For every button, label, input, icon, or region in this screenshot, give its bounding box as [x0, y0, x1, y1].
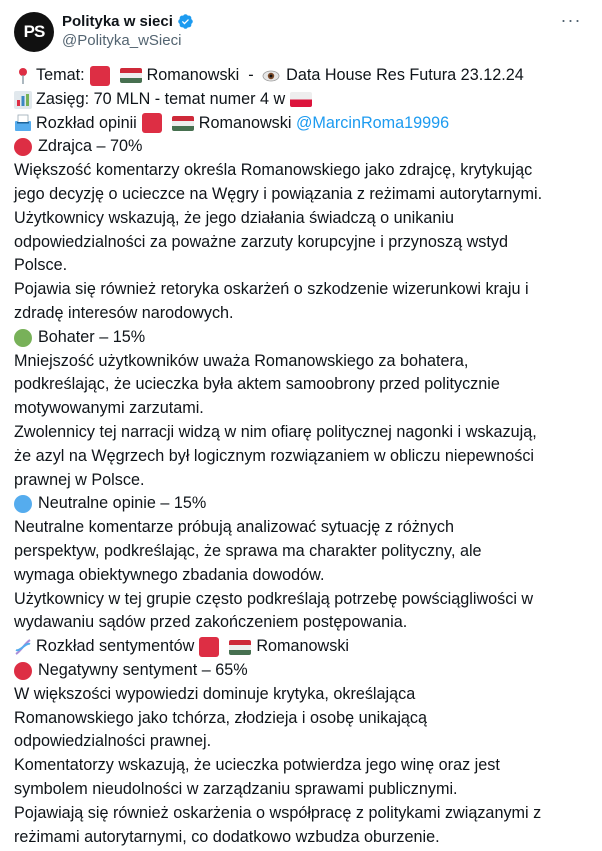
- hero-line: prawnej w Polsce.: [14, 470, 145, 489]
- sentiment-label: Rozkład sentymentów: [36, 637, 195, 656]
- bar-chart-icon: [14, 91, 32, 109]
- red-circle-icon: [14, 662, 32, 680]
- mention-link[interactable]: @MarcinRoma19996: [295, 113, 450, 132]
- hero-line: Zwolennicy tej narracji widzą w nim ofiarę politycznej nagonki i wskazują,: [14, 422, 537, 441]
- negative-line: reżimami autorytarnymi, co dodatkowo wzbudza oburzenie.: [14, 827, 440, 846]
- negative-line: W większości wypowiedzi dominuje krytyka, określająca: [14, 684, 416, 703]
- negative-line: Pojawiają się również oskarżenia o współpracę z politykami związanymi z: [14, 803, 542, 822]
- neutral-line: wymaga obiektywnego zbadania dowodów.: [14, 565, 325, 584]
- neutral-line: Neutralne komentarze próbują analizować sytuację z różnych: [14, 518, 454, 537]
- traitor-heading-text: Zdrajca – 70%: [38, 137, 143, 156]
- red-square-icon: [142, 113, 162, 133]
- topic-source: Data House Res Futura 23.12.24: [286, 66, 524, 84]
- negative-line: symbolem nieudolności w zarządzaniu sprawami publicznymi.: [14, 779, 458, 798]
- hungary-flag-icon: [229, 640, 251, 655]
- red-square-icon: [199, 637, 219, 657]
- opinion-line: [14, 112, 594, 136]
- dna-icon: [14, 638, 32, 656]
- traitor-line: Większość komentarzy określa Romanowskiego jako zdrajcę, krytykując: [14, 161, 533, 180]
- neutral-heading: [14, 492, 594, 516]
- avatar[interactable]: PS: [14, 12, 54, 52]
- reach-line: [14, 88, 594, 112]
- topic-line: [14, 64, 594, 88]
- author-block: [62, 13, 194, 49]
- topic-name: Romanowski: [146, 66, 240, 84]
- traitor-line: odpowiedzialności za poważne zarzuty korupcyjne i przynoszą wstyd: [14, 232, 508, 251]
- post-header: [0, 0, 602, 58]
- sentiment-line: [14, 635, 594, 659]
- negative-line: odpowiedzialności prawnej.: [14, 732, 212, 751]
- reach-text: Zasięg: 70 MLN - temat numer 4 w: [36, 89, 286, 108]
- sentiment-name: Romanowski: [256, 637, 350, 656]
- hero-line: że azyl na Węgrzech był logicznym rozwiązaniem w obliczu niepewności: [14, 446, 535, 465]
- hero-heading-text: Bohater – 15%: [38, 327, 146, 346]
- account-handle[interactable]: @Polityka_wSieci: [62, 32, 182, 49]
- traitor-line: zdradę interesów narodowych.: [14, 303, 234, 322]
- opinion-label: Rozkład opinii: [36, 113, 137, 132]
- poland-flag-icon: [290, 92, 312, 107]
- post-body: [14, 64, 594, 849]
- green-circle-icon: [14, 329, 32, 347]
- blue-circle-icon: [14, 495, 32, 513]
- traitor-line: Użytkownicy wskazują, że jego działania świadczą o unikaniu: [14, 208, 454, 227]
- negative-heading: [14, 659, 594, 683]
- neutral-line: wydawaniu sądów przed zakończeniem postępowania.: [14, 613, 408, 632]
- neutral-line: Użytkownicy w tej grupie często podkreślają potrzebę powściągliwości w: [14, 589, 534, 608]
- negative-line: Romanowskiego jako tchórza, złodzieja i osobę unikającą: [14, 708, 428, 727]
- negative-line: Komentatorzy wskazują, że ucieczka potwierdza jego winę oraz jest: [14, 756, 500, 775]
- display-name[interactable]: Polityka w sieci: [62, 13, 173, 30]
- hungary-flag-icon: [172, 116, 194, 131]
- hungary-flag-icon: [120, 68, 142, 83]
- more-options-icon[interactable]: ···: [560, 10, 582, 30]
- opinion-name: Romanowski: [198, 113, 292, 132]
- eye-icon: [262, 67, 280, 85]
- hero-line: podkreślając, że ucieczka była aktem samoobrony przed politycznie: [14, 375, 500, 394]
- name-row: [62, 13, 194, 30]
- pushpin-icon: [14, 67, 32, 85]
- ballot-box-icon: [14, 114, 32, 132]
- traitor-line: jego decyzję o ucieczce na Węgry i powiązania z reżimami autorytarnymi.: [14, 184, 543, 203]
- negative-heading-text: Negatywny sentyment – 65%: [38, 660, 248, 679]
- verified-badge-icon: [177, 13, 194, 30]
- red-square-icon: [90, 66, 110, 86]
- topic-separator: -: [248, 66, 254, 84]
- traitor-heading: [14, 135, 594, 159]
- neutral-line: perspektyw, podkreślając, że sprawa ma charakter polityczny, ale: [14, 541, 482, 560]
- traitor-line: Polsce.: [14, 256, 68, 275]
- traitor-line: Pojawia się również retoryka oskarżeń o szkodzenie wizerunkowi kraju i: [14, 280, 529, 299]
- topic-label: Temat:: [36, 66, 85, 84]
- hero-heading: [14, 326, 594, 350]
- hero-line: motywowanymi zarzutami.: [14, 399, 204, 418]
- neutral-heading-text: Neutralne opinie – 15%: [38, 494, 207, 513]
- hero-line: Mniejszość użytkowników uważa Romanowskiego za bohatera,: [14, 351, 469, 370]
- red-circle-icon: [14, 138, 32, 156]
